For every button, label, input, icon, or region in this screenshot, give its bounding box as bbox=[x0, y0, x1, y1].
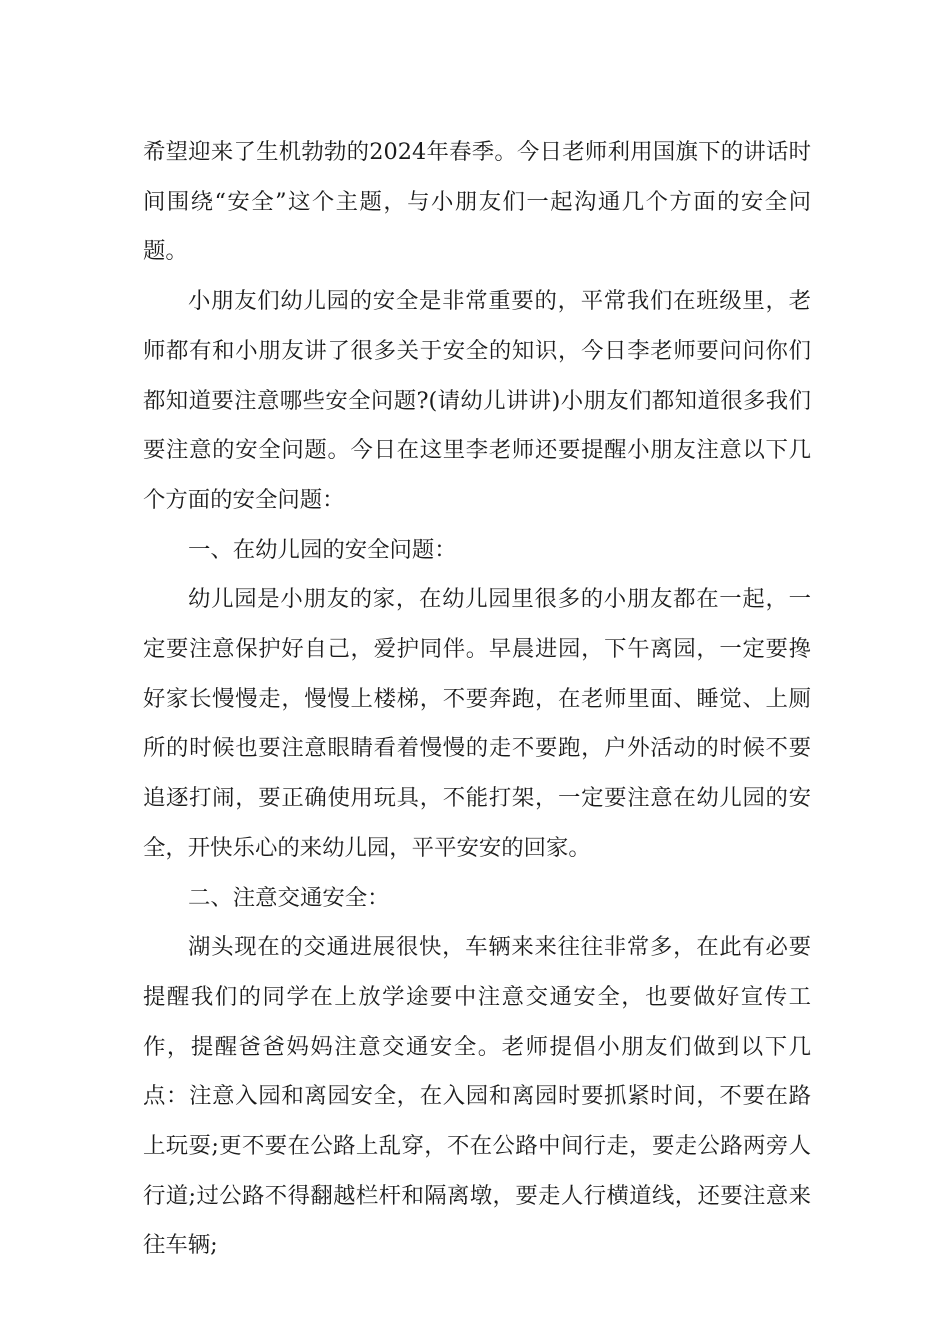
paragraph-kindergarten-safety: 幼儿园是小朋友的家，在幼儿园里很多的小朋友都在一起，一定要注意保护好自己，爱护同伴。早晨进园，下午离园，一定要搀好家长慢慢走，慢慢上楼梯，不要奔跑，在老师里面、睡觉、上厕所的时候也要注意眼睛看着慢慢的走不要跑，户外活动的时候不要追逐打闹，要正确使用玩具，不能打架，一定要注意在幼儿园的安全，开快乐心的来幼儿园，平平安安的回家。 bbox=[143, 586, 811, 861]
paragraph-intro-continued: 希望迎来了生机勃勃的2024年春季。今日老师利用国旗下的讲话时间围绕“安全”这个主题，与小朋友们一起沟通几个方面的安全问题。 bbox=[143, 139, 811, 265]
paragraph-traffic-safety: 湖头现在的交通进展很快，车辆来来往往非常多，在此有必要提醒我们的同学在上放学途要中注意交通安全，也要做好宣传工作，提醒爸爸妈妈注意交通安全。老师提倡小朋友们做到以下几点：注意入园和离园安全，在入园和离园时要抓紧时间，不要在路上玩耍;更不要在公路上乱穿，不在公路中间行走，要走公路两旁人行道;过公路不得翻越栏杆和隔离墩，要走人行横道线，还要注意来往车辆; bbox=[143, 934, 811, 1259]
body-text bbox=[143, 128, 811, 1271]
paragraph-safety-importance: 小朋友们幼儿园的安全是非常重要的，平常我们在班级里，老师都有和小朋友讲了很多关于安全的知识，今日李老师要问问你们都知道要注意哪些安全问题?(请幼儿讲讲)小朋友们都知道很多我们要注意的安全问题。今日在这里李老师还要提醒小朋友注意以下几个方面的安全问题： bbox=[143, 288, 811, 513]
section-heading-kindergarten-safety: 一、在幼儿园的安全问题： bbox=[188, 536, 457, 563]
section-heading-traffic-safety: 二、注意交通安全： bbox=[188, 884, 390, 911]
